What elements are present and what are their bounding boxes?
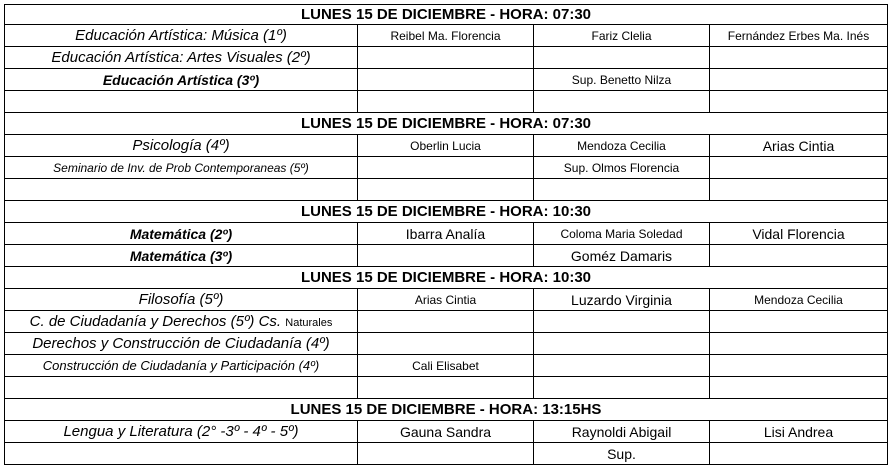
table-row xyxy=(5,377,888,399)
examiner-cell xyxy=(710,377,888,399)
subject-cell xyxy=(5,91,358,113)
examiner-cell: Reibel Ma. Florencia xyxy=(358,25,534,47)
table-row xyxy=(5,25,888,47)
examiner-cell xyxy=(358,245,534,267)
subject-name: Derechos y Construcción de Ciudadanía (4º) xyxy=(32,335,330,352)
schedule-header-row xyxy=(5,267,888,289)
examiner-cell xyxy=(358,377,534,399)
examiner-cell xyxy=(358,311,534,333)
examiner-cell: Fernández Erbes Ma. Inés xyxy=(710,25,888,47)
examiner-cell xyxy=(710,311,888,333)
subject-cell xyxy=(5,69,358,91)
schedule-header-row xyxy=(5,5,888,25)
examiner-cell xyxy=(534,333,710,355)
subject-cell xyxy=(5,135,358,157)
examiner-cell: Cali Elisabet xyxy=(358,355,534,377)
subject-name: C. de Ciudadanía y Derechos (5º) Cs. xyxy=(29,313,282,330)
table-row xyxy=(5,311,888,333)
subject-name: Seminario de Inv. de Prob Contemporaneas (5º) xyxy=(53,160,309,175)
examiner-cell xyxy=(710,47,888,69)
exam-schedule-table xyxy=(4,4,888,465)
schedule-header-row xyxy=(5,201,888,223)
examiner-cell: Ibarra Analía xyxy=(358,223,534,245)
examiner-cell: Coloma Maria Soledad xyxy=(534,223,710,245)
subject-cell xyxy=(5,443,358,465)
subject-name: Educación Artística (3º) xyxy=(102,71,260,88)
examiner-cell: Gauna Sandra xyxy=(358,421,534,443)
table-row xyxy=(5,47,888,69)
examiner-cell xyxy=(358,47,534,69)
subject-cell xyxy=(5,289,358,311)
examiner-cell: Vidal Florencia xyxy=(710,223,888,245)
subject-cell xyxy=(5,245,358,267)
examiner-cell xyxy=(710,69,888,91)
examiner-cell xyxy=(534,91,710,113)
table-row xyxy=(5,91,888,113)
examiner-cell: Goméz Damaris xyxy=(534,245,710,267)
examiner-cell: Mendoza Cecilia xyxy=(534,135,710,157)
examiner-cell xyxy=(710,443,888,465)
subject-cell xyxy=(5,25,358,47)
examiner-cell: Sup. xyxy=(534,443,710,465)
examiner-cell xyxy=(710,157,888,179)
table-row xyxy=(5,333,888,355)
examiner-cell xyxy=(710,245,888,267)
table-row xyxy=(5,245,888,267)
subject-cell xyxy=(5,377,358,399)
subject-cell xyxy=(5,223,358,245)
table-row xyxy=(5,443,888,465)
table-row xyxy=(5,421,888,443)
table-row xyxy=(5,355,888,377)
subject-cell xyxy=(5,333,358,355)
table-row xyxy=(5,223,888,245)
table-row xyxy=(5,157,888,179)
subject-name: Construcción de Ciudadanía y Participación (4º) xyxy=(42,358,320,373)
examiner-cell: Sup. Benetto Nilza xyxy=(534,69,710,91)
subject-name: Psicología (4º) xyxy=(132,137,230,154)
examiner-cell: Luzardo Virginia xyxy=(534,289,710,311)
subject-cell xyxy=(5,179,358,201)
session-date-time-header: LUNES 15 DE DICIEMBRE - HORA: 07:30 xyxy=(5,5,888,25)
subject-name: Matemática (3º) xyxy=(129,247,233,264)
examiner-cell xyxy=(534,179,710,201)
subject-cell xyxy=(5,311,358,333)
subject-name: Filosofía (5º) xyxy=(138,291,224,308)
examiner-cell: Fariz Clelia xyxy=(534,25,710,47)
examiner-cell xyxy=(358,157,534,179)
examiner-cell: Sup. Olmos Florencia xyxy=(534,157,710,179)
session-date-time-header: LUNES 15 DE DICIEMBRE - HORA: 10:30 xyxy=(5,267,888,289)
examiner-cell xyxy=(358,443,534,465)
session-date-time-header: LUNES 15 DE DICIEMBRE - HORA: 10:30 xyxy=(5,201,888,223)
examiner-cell xyxy=(358,333,534,355)
subject-cell xyxy=(5,355,358,377)
schedule-body xyxy=(5,5,888,465)
examiner-cell: Oberlin Lucia xyxy=(358,135,534,157)
subject-name: Matemática (2º) xyxy=(129,225,233,242)
examiner-cell xyxy=(534,355,710,377)
examiner-cell: Mendoza Cecilia xyxy=(710,289,888,311)
schedule-header-row xyxy=(5,399,888,421)
session-date-time-header: LUNES 15 DE DICIEMBRE - HORA: 13:15HS xyxy=(5,399,888,421)
subject-note: Naturales xyxy=(285,317,333,329)
subject-name: Lengua y Literatura (2° -3º - 4º - 5º) xyxy=(63,423,299,440)
table-row xyxy=(5,179,888,201)
subject-cell xyxy=(5,421,358,443)
subject-cell xyxy=(5,157,358,179)
session-date-time-header: LUNES 15 DE DICIEMBRE - HORA: 07:30 xyxy=(5,113,888,135)
schedule-header-row xyxy=(5,113,888,135)
examiner-cell: Arias Cintia xyxy=(358,289,534,311)
subject-name: Educación Artística: Música (1º) xyxy=(75,27,287,44)
subject-name: Educación Artística: Artes Visuales (2º) xyxy=(51,49,311,66)
table-row xyxy=(5,69,888,91)
examiner-cell: Lisi Andrea xyxy=(710,421,888,443)
examiner-cell: Arias Cintia xyxy=(710,135,888,157)
examiner-cell xyxy=(534,377,710,399)
examiner-cell xyxy=(534,311,710,333)
examiner-cell xyxy=(358,91,534,113)
examiner-cell xyxy=(534,47,710,69)
table-row xyxy=(5,135,888,157)
examiner-cell: Raynoldi Abigail xyxy=(534,421,710,443)
examiner-cell xyxy=(710,179,888,201)
examiner-cell xyxy=(358,69,534,91)
examiner-cell xyxy=(710,355,888,377)
examiner-cell xyxy=(710,91,888,113)
examiner-cell xyxy=(710,333,888,355)
subject-cell xyxy=(5,47,358,69)
examiner-cell xyxy=(358,179,534,201)
table-row xyxy=(5,289,888,311)
